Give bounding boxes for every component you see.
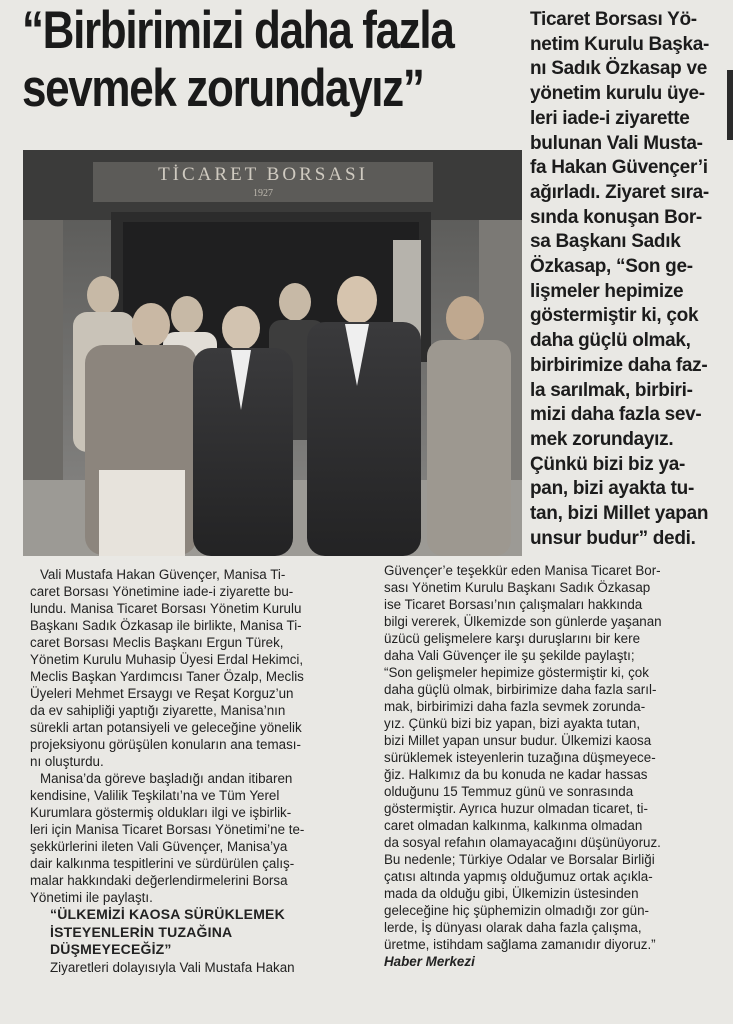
lead-line: yönetim kurulu üye- [530,83,705,105]
headline-line: “Birbirimizi daha fazla [22,1,454,60]
lead-line: sa Başkanı Sadık [530,231,681,253]
body-line: çatısı altında yapmış olduğumuz ortak açıkla- [384,869,653,884]
lead-line: sında konuşan Bor- [530,206,702,228]
lead-line: ağırladı. Ziyaret sıra- [530,181,709,203]
lead-line: nı Sadık Özkasap ve [530,58,707,80]
body-line: Yönetimi ile paylaştı. [30,890,153,905]
body-line: Yönetim Kurulu Muhasip Üyesi Erdal Hekimci, [30,652,304,667]
lead-line: Çünkü bizi biz ya- [530,453,686,475]
subheading-line: “ÜLKEMİZİ KAOSA SÜRÜKLEMEK [50,906,285,922]
article-column-2 [384,562,724,970]
lead-line: tan, bizi Millet yapan [530,503,709,525]
body-line: daha güçlü olmak, birbirimize daha fazla sarıl- [384,682,657,697]
body-line: “Son gelişmeler hepimize göstermiştir ki, çok [384,665,649,680]
lead-line: mizi daha fazla sev- [530,404,702,426]
lead-line: göstermiştir ki, çok [530,305,699,327]
body-line: yız. Çünkü bizi biz yapan, bizi ayakta tutan, [384,716,641,731]
body-line: göstermiştir. Ayrıca huzur olmadan ticaret, ti- [384,801,648,816]
lead-line: pan, bizi ayakta tu- [530,478,694,500]
body-line: olduğunu 15 Temmuz günü ve sonrasında [384,784,634,799]
body-line: ise Ticaret Borsası’nın çalışmaları hakkında [384,597,643,612]
headline-line: sevmek zorundayız” [22,59,424,118]
body-line: üzücü gelişmelere karşı duruşlarını bir kere [384,631,641,646]
body-line: bilgi vererek, Ülkemizde son günlerde yaşanan [384,614,662,629]
lead-line: leri iade-i ziyarette [530,107,690,129]
building-year: 1927 [253,188,273,199]
body-line: caret Borsası Yönetimine iade-i ziyarette bu- [30,584,294,599]
body-line: sası Yönetim Kurulu Başkanı Sadık Özkasap [384,580,651,595]
article-byline: Haber Merkezi [384,954,475,969]
body-line: sürüklemek isteyenlerin tuzağına düşmeyece- [384,750,656,765]
body-line: mak, birbirimizi daha fazla sevmek zorunda- [384,699,646,714]
body-line: leri için Manisa Ticaret Borsası Yönetimi’ne te- [30,822,305,837]
lead-line: daha güçlü olmak, [530,330,691,352]
body-line: bizi Millet yapan unsur budur. Ülkemizi kaosa [384,733,652,748]
article-column-1 [30,566,360,976]
body-line: Vali Mustafa Hakan Güvençer, Manisa Ti- [40,567,286,582]
body-line: şekkürlerini ileten Vali Güvençer, Manisa’ya [30,839,288,854]
body-line: üretme, istihdam sağlama zamanıdır diyoruz.” [384,937,656,952]
subheading-line: DÜŞMEYECEĞİZ” [50,941,172,958]
body-line: da sosyal refahın olamayacağını düşünüyoruz. [384,835,661,850]
lead-line: la sarılmak, birbiri- [530,379,693,401]
lead-line: fa Hakan Güvençer’i [530,157,708,179]
lead-line: bulunan Vali Musta- [530,132,703,154]
body-line: Bu nedenle; Türkiye Odalar ve Borsalar Birliği [384,852,655,867]
lead-line: unsur budur” dedi. [530,527,696,549]
news-photo [23,150,522,556]
article-lead [530,8,725,551]
lead-line: birbirimize daha faz- [530,354,708,376]
body-line: daha Vali Güvençer ile şu şekilde paylaştı; [384,648,635,663]
body-line: kendisine, Valilik Teşkilatı’na ve Tüm Yerel [30,788,280,803]
lead-line: lişmeler hepimize [530,280,684,302]
group-photo-illustration [23,150,522,556]
page-edge-mark [727,70,733,140]
lead-line: Ticaret Borsası Yö- [530,9,697,30]
body-line: Güvençer’e teşekkür eden Manisa Ticaret Bor- [384,563,661,578]
body-line: Kurumlara göstermiş oldukları ilgi ve işbirlik- [30,805,292,820]
lead-line: Özkasap, “Son ge- [530,256,693,278]
body-line: Meclis Başkan Yardımcısı Taner Özalp, Meclis [30,669,304,684]
body-line: ğiz. Halkımız da bu konuda ne kadar hassas [384,767,648,782]
body-line: projeksiyonu görüşülen konuların ana teması- [30,737,301,752]
body-line: sürekli artan potansiyeli ve geleceğine yönelik [30,720,302,735]
body-line: lundu. Manisa Ticaret Borsası Yönetim Kurulu [30,601,302,616]
body-line: geleceğine hiç şüphemizin olmadığı zor gün- [384,903,649,918]
building-sign: TİCARET BORSASI [158,164,368,185]
article-subheading [30,906,360,959]
body-line: malar hakkındaki değerlendirmelerini Borsa [30,873,288,888]
body-line: Ziyaretleri dolayısıyla Vali Mustafa Hakan [50,959,295,975]
lead-line: netim Kurulu Başka- [530,33,710,55]
body-line: caret Borsası Meclis Başkanı Ergun Türek, [30,635,284,650]
subheading-line: İSTEYENLERİN TUZAĞINA [50,923,233,940]
body-line: Başkanı Sadık Özkasap ile birlikte, Manisa Ti- [30,618,302,633]
body-line: caret olmadan kalkınma, kalkınma olmadan [384,818,643,833]
article-headline [22,1,454,118]
body-line: da ev sahipliği yaptığı ziyarette, Manisa’nın [30,703,286,718]
body-line: lerde, İş dünyası olarak daha fazla çalışma, [384,920,642,935]
body-line: nı oluşturdu. [30,754,104,769]
lead-line: mek zorundayız. [530,428,674,450]
body-line: dair kalkınma tespitlerini ve sürdürülen çalış- [30,856,295,871]
body-line: mada da olduğu gibi, Ülkemizin üstesinden [384,886,639,901]
body-line: Manisa’da göreve başladığı andan itibaren [40,771,293,786]
body-line: Üyeleri Mehmet Ersaygı ve Reşat Korguz’un [30,686,294,701]
